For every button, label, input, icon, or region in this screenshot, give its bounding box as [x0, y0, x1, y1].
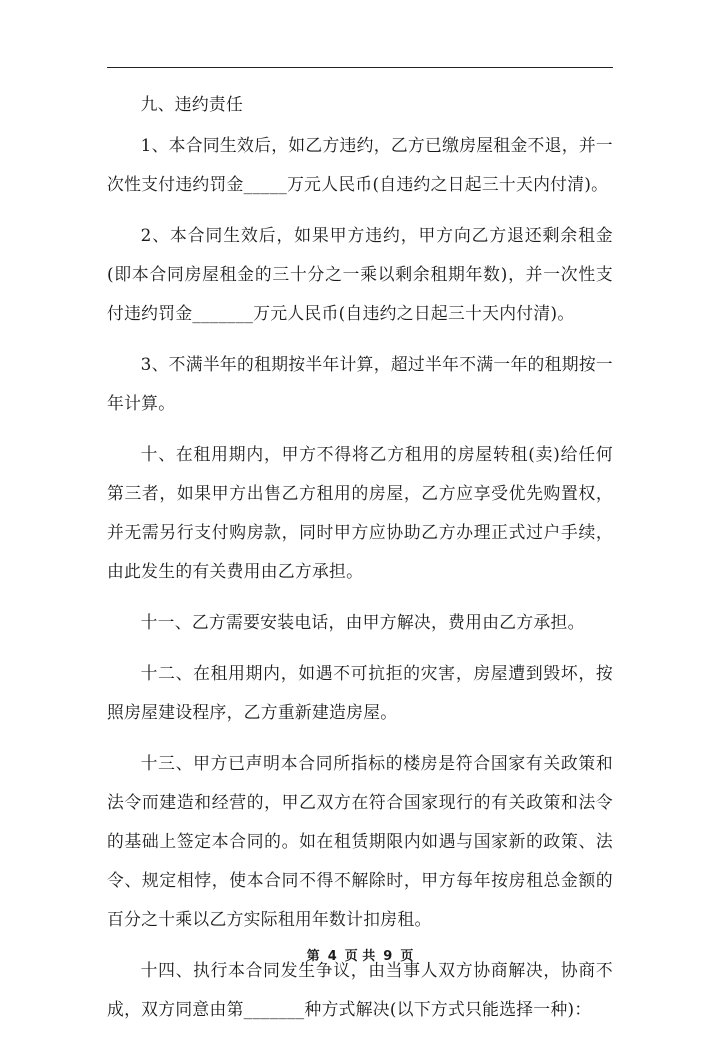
- total-pages: 9: [383, 949, 393, 964]
- clause-13: 十三、甲方已声明本合同所指标的楼房是符合国家有关政策和法令而建造和经营的，甲乙双方在符合国家现行的有关政策和法令的基础上签定本合同的。如在租赁期限内如遇与国家新的政策、法令、规定相悖，使本合同不得不解除时，甲方每年按房租总金额的百分之十乘以乙方实际租用年数计扣房租。: [107, 753, 613, 929]
- footer-suffix: 页: [400, 949, 414, 964]
- section-heading-breach-liability: 九、违约责任: [140, 94, 244, 114]
- footer-prefix: 第: [306, 949, 320, 964]
- clause-9-1: 1、本合同生效后，如乙方违约，乙方已缴房屋租金不退，并一次性支付违约罚金_____万元人民币(自违约之日起三十天内付清)。: [107, 135, 613, 194]
- clause-12: 十二、在租用期内，如遇不可抗拒的灾害，房屋遭到毁坏，按照房屋建设程序，乙方重新建造房屋。: [107, 663, 613, 722]
- page-number: 4: [327, 949, 337, 964]
- footer-middle: 页 共: [344, 949, 376, 964]
- clause-10: 十、在租用期内，甲方不得将乙方租用的房屋转租(卖)给任何第三者，如果甲方出售乙方租用的房屋，乙方应享受优先购置权，并无需另行支付购房款，同时甲方应协助乙方办理正式过户手续，由此发生的有关费用由乙方承担。: [107, 444, 613, 581]
- clause-14: 十四、执行本合同发生争议，由当事人双方协商解决，协商不成，双方同意由第_______种方式解决(以下方式只能选择一种)：: [107, 960, 613, 1019]
- clause-9-3: 3、不满半年的租期按半年计算，超过半年不满一年的租期按一年计算。: [107, 354, 613, 413]
- page-footer: [0, 945, 720, 964]
- header-rule: [107, 67, 613, 68]
- clause-11: 十一、乙方需要安装电话，由甲方解决，费用由乙方承担。: [140, 612, 585, 632]
- clause-9-2: 2、本合同生效后，如果甲方违约，甲方向乙方退还剩余租金(即本合同房屋租金的三十分之一乘以剩余租期年数)，并一次性支付违约罚金_______万元人民币(自违约之日起三十天内付清)。: [107, 225, 613, 323]
- document-body: [107, 85, 613, 1041]
